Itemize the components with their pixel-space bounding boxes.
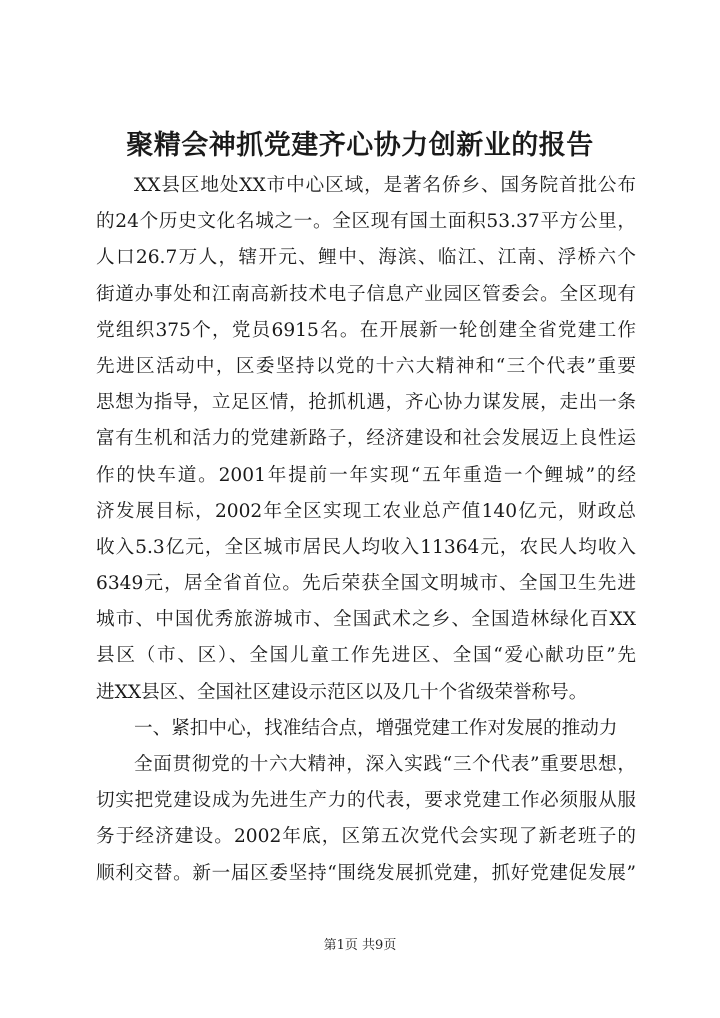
- document-body: [96, 168, 636, 892]
- paragraph-line: 街道办事处和江南高新技术电子信息产业园区管委会。全区现有: [96, 283, 636, 305]
- paragraph-line: 城市、中国优秀旅游城市、全国武术之乡、全国造林绿化百XX: [96, 609, 636, 631]
- document-title: 聚精会神抓党建齐心协力创新业的报告: [126, 130, 594, 161]
- paragraph-line: 济发展目标，2002年全区实现工农业总产值140亿元，财政总: [96, 500, 636, 522]
- paragraph-line: 的24个历史文化名城之一。全区现有国土面积53.37平方公里，: [96, 211, 636, 233]
- paragraph-line: 6349元，居全省首位。先后荣获全国文明城市、全国卫生先进: [96, 573, 636, 595]
- paragraph-line: 务于经济建设。2002年底，区第五次党代会实现了新老班子的: [96, 826, 636, 848]
- paragraph-line: 顺利交替。新一届区委坚持“围绕发展抓党建，抓好党建促发展”: [96, 862, 636, 884]
- paragraph-line: 进XX县区、全国社区建设示范区以及几十个省级荣誉称号。: [96, 681, 588, 703]
- page-number-footer: 第1页 共9页: [323, 938, 397, 953]
- paragraph-line: 全面贯彻党的十六大精神，深入实践“三个代表”重要思想，: [134, 754, 636, 775]
- paragraph-line: 县区（市、区）、全国儿童工作先进区、全国“爱心献功臣”先: [96, 645, 636, 667]
- paragraph-line: 先进区活动中，区委坚持以党的十六大精神和“三个代表”重要: [96, 355, 636, 377]
- section-heading: 一、紧扣中心，找准结合点，增强党建工作对发展的推动力: [134, 717, 618, 739]
- paragraph-line: 思想为指导，立足区情，抢抓机遇，齐心协力谋发展，走出一条: [96, 392, 636, 414]
- paragraph-line: 人口26.7万人，辖开元、鲤中、海滨、临江、江南、浮桥六个: [96, 247, 636, 269]
- paragraph-line: 党组织375个，党员6915名。在开展新一轮创建全省党建工作: [96, 319, 636, 341]
- paragraph-line: XX县区地处XX市中心区域，是著名侨乡、国务院首批公布: [134, 175, 636, 196]
- paragraph-line: 作的快车道。2001年提前一年实现“五年重造一个鲤城”的经: [96, 464, 636, 486]
- paragraph-line: 收入5.3亿元，全区城市居民人均收入11364元，农民人均收入: [96, 536, 636, 558]
- paragraph-line: 切实把党建设成为先进生产力的代表，要求党建工作必须服从服: [96, 790, 636, 812]
- paragraph-line: 富有生机和活力的党建新路子，经济建设和社会发展迈上良性运: [96, 428, 636, 450]
